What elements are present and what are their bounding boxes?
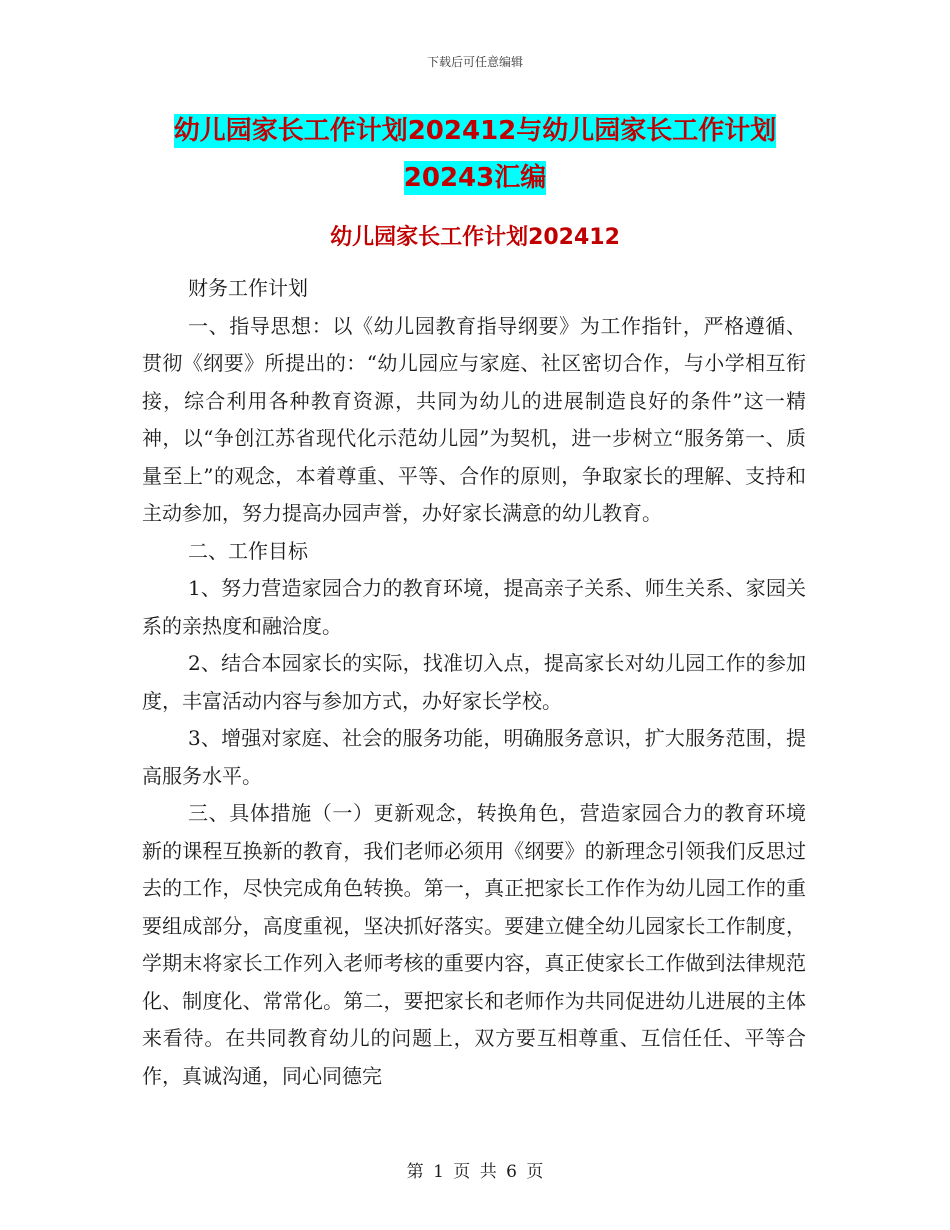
document-title-text: 幼儿园家长工作计划202412与幼儿园家长工作计划20243汇编 — [173, 116, 777, 193]
page-number: 第 1 页 共 6 页 — [406, 1162, 544, 1182]
paragraph: 财务工作计划 — [188, 276, 308, 300]
paragraph: 三、具体措施（一）更新观念，转换角色，营造家园合力的教育环境新的课程互换新的教育，我们老师必须用《纲要》的新理念引领我们反思过去的工作，尽快完成角色转换。第一，真正把家长工作作为幼儿园工作的重要组成部分，高度重视，坚决抓好落实。要建立健全幼儿园家长工作制度，学期末将家长工作列入老师考核的重要内容，真正使家长工作做到法律规范化、制度化、常常化。第二，要把家长和老师作为共同促进幼儿进展的主体来看待。在共同教育幼儿的问题上，双方要互相尊重、互信任任、平等合作，真诚沟通，同心同德完 — [142, 801, 806, 1088]
paragraph: 一、指导思想：以《幼儿园教育指导纲要》为工作指针，严格遵循、贯彻《纲要》所提出的：“幼儿园应与家庭、社区密切合作，与小学相互衔接，综合利用各种教育资源，共同为幼儿的进展制造良好的条件”这一精神，以“争创江苏省现代化示范幼儿园”为契机，进一步树立“服务第一、质量至上”的观念，本着尊重、平等、合作的原则，争取家长的理解、支持和主动参加，努力提高办园声誉，办好家长满意的幼儿教育。 — [142, 313, 806, 525]
page-header-note: 下载后可任意编辑 — [426, 55, 523, 69]
document-body — [142, 270, 806, 1095]
document-title — [140, 108, 810, 202]
paragraph: 3、增强对家庭、社会的服务功能，明确服务意识，扩大服务范围，提高服务水平。 — [142, 726, 806, 788]
paragraph: 1、努力营造家园合力的教育环境，提高亲子关系、师生关系、家园关系的亲热度和融洽度。 — [142, 576, 806, 638]
section-title: 幼儿园家长工作计划202412 — [330, 225, 620, 250]
paragraph: 2、结合本园家长的实际，找准切入点，提高家长对幼儿园工作的参加度，丰富活动内容与参加方式，办好家长学校。 — [142, 651, 806, 713]
paragraph: 二、工作目标 — [188, 538, 308, 563]
